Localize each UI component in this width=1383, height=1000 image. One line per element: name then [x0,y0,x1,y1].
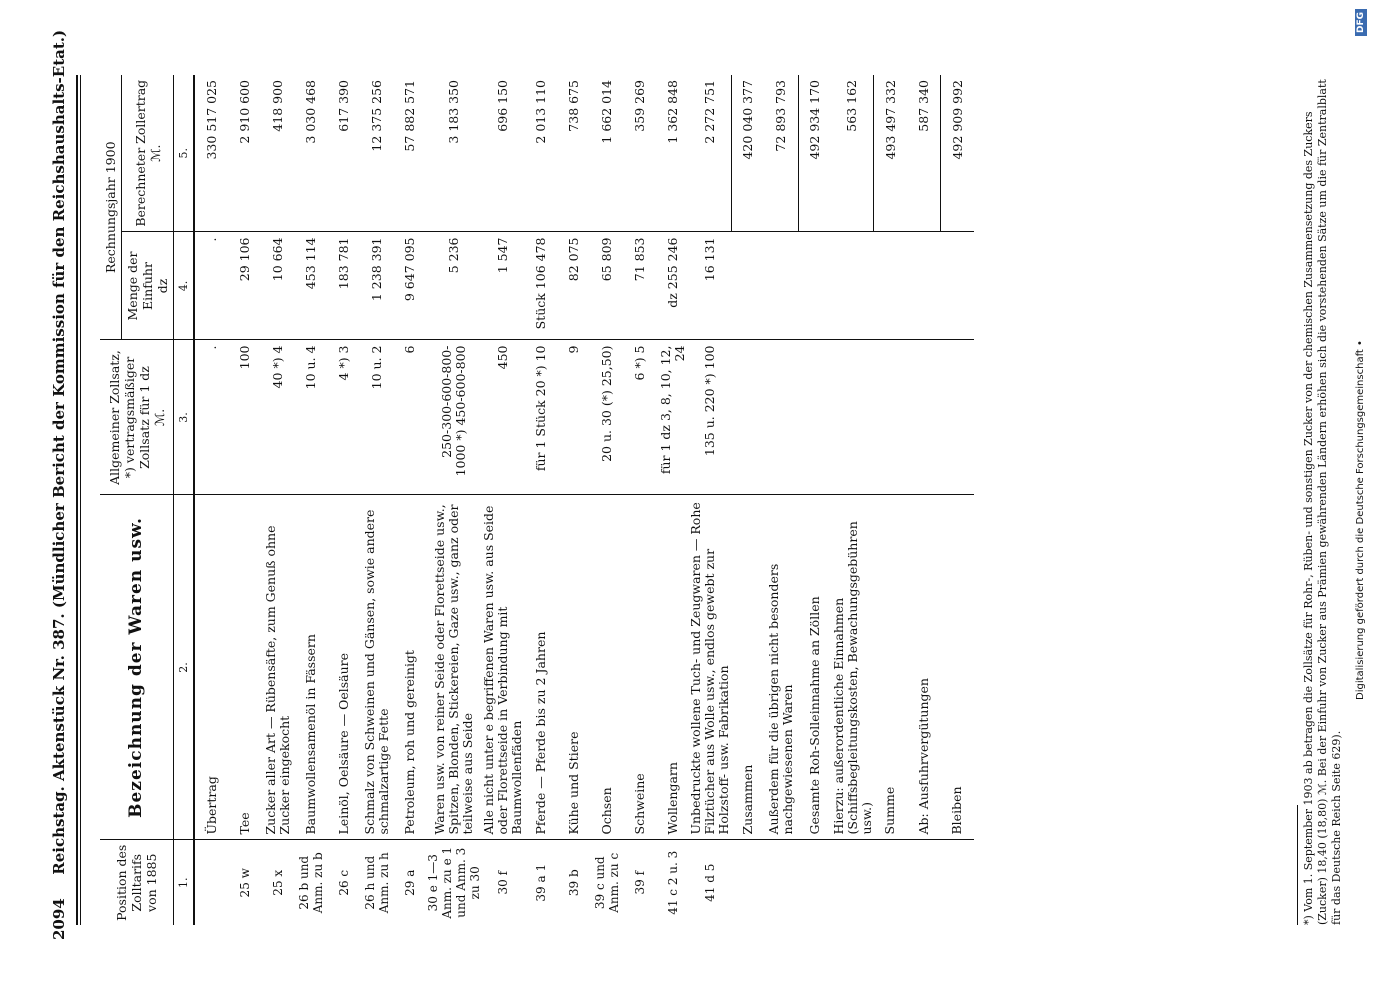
yield-header-label: Berechneter Zollertrag [132,79,148,227]
row-amount: 12 375 256 [368,79,384,152]
row-rate: 9 [557,340,590,495]
total-description: Summe [874,495,908,840]
total-amount: 493 497 332 [874,75,908,232]
table-row [557,75,590,925]
row-rate: für 1 Stück 20 *) 10 [524,340,557,495]
table-row [327,75,360,925]
total-row [731,75,765,925]
total-row [874,75,908,925]
row-amount: 1 662 014 [598,79,614,144]
row-quantity: 5 236 [426,232,482,340]
row-rate: 100 [228,340,261,495]
total-row [832,75,874,925]
total-row [941,75,975,925]
col-header-qty [122,232,174,340]
col-number-5: 5. [174,75,195,232]
col-header-year: Rechnungsjahr 1900 [100,75,122,340]
footnote-rule [1297,805,1298,925]
tariff-table [100,75,974,925]
row-quantity: Stück 106 478 [524,232,557,340]
col-header-description [100,495,174,840]
row-description: Leinöl, Oelsäure — Oelsäure [327,495,360,840]
row-quantity: 65 809 [590,232,623,340]
row-position: 39 b [557,840,590,925]
table-row [228,75,261,925]
table-row [590,75,623,925]
table-row [426,75,482,925]
row-description: Ochsen [590,495,623,840]
row-amount: 3 030 468 [302,79,318,144]
row-amount: 2 910 600 [236,79,252,144]
row-amount: 2 013 110 [532,79,548,144]
row-amount: 738 675 [565,79,581,132]
total-description: Bleiben [941,495,975,840]
total-description: Außerdem für die übrigen nicht besonders nachgewiesenen Waren [765,495,799,840]
rate-header-top: Allgemeiner Zollsatz, [106,350,122,485]
row-amount: 617 390 [335,79,351,132]
row-description: Übertrag [194,495,228,840]
row-description: Unbedruckte wollene Tuch- und Zeugwaren — Rohe Filztücher aus Wolle usw., endlos gewebt zur Holzstoff- usw. Fabrikation [689,495,731,840]
table-row [261,75,294,925]
row-quantity: dz 255 246 [656,232,689,340]
row-rate: 4 *) 3 [327,340,360,495]
row-rate: 40 *) 4 [261,340,294,495]
row-quantity: 183 781 [327,232,360,340]
row-description: Tee [228,495,261,840]
row-rate: 250-300-600-800-1000 *) 450-600-800 [426,340,482,495]
row-quantity: 82 075 [557,232,590,340]
table-row [689,75,731,925]
total-description: Gesamte Roh-Solleinnahme an Zöllen [798,495,832,840]
table-row [194,75,228,925]
row-description: Baumwollensamenöl in Fässern [294,495,327,840]
row-description: Waren usw. von reiner Seide oder Florettseide usw., Spitzen, Blonden, Stickereien, Gaze usw., ganz oder teilweise aus Seide [426,495,482,840]
total-amount: 72 893 793 [773,79,788,152]
total-amount: 563 162 [844,79,860,132]
row-description: Alle nicht unter e begriffenen Waren usw. aus Seide oder Florettseide in Verbindung mit Baumwollenfäden [482,495,524,840]
row-position [194,840,228,925]
row-quantity: 1 547 [482,232,524,340]
table-row [482,75,524,925]
col-number-2: 2. [174,495,195,840]
total-description: Ab: Ausfuhrvergütungen [907,495,941,840]
total-row [765,75,799,925]
row-rate: 135 u. 220 *) 100 [689,340,731,495]
row-position: 26 h und Anm. zu h [360,840,393,925]
table-row [294,75,327,925]
row-position: 39 c und Anm. zu c [590,840,623,925]
total-description: Hierzu: außerordentliche Einnahmen (Schiffsbegleitungskosten, Bewachungsgebühren usw.) [832,495,874,840]
col-header-description-label: Bezeichnung der Waren usw. [126,517,146,818]
row-quantity: 16 131 [689,232,731,340]
row-position: 39 f [623,840,656,925]
row-amount: 696 150 [495,79,510,132]
row-amount: 1 362 848 [664,79,680,144]
row-description: Pferde — Pferde bis zu 2 Jahren [524,495,557,840]
row-amount: 3 183 350 [446,79,461,144]
running-title: Reichstag. Aktenstück Nr. 387. (Mündlicher Bericht der Kommission für den Reichshaushalts-Etat.) [50,29,68,875]
total-amount: 587 340 [915,79,931,132]
rate-header-note: *) vertragsmäßiger [121,356,137,479]
col-header-yield [122,75,174,232]
row-amount: 57 882 571 [401,79,417,152]
row-description: Kühe und Stiere [557,495,590,840]
row-position: 25 x [261,840,294,925]
row-quantity: 1 238 391 [360,232,393,340]
row-quantity: 9 647 095 [393,232,426,340]
row-rate: für 1 dz 3, 8, 10, 12, 24 [656,340,689,495]
row-position: 26 b und Anm. zu b [294,840,327,925]
row-position: 39 a 1 [524,840,557,925]
row-description: Schweine [623,495,656,840]
row-rate: 6 [393,340,426,495]
row-position: 41 d 5 [689,840,731,925]
table-row [360,75,393,925]
table-row [524,75,557,925]
footnote [1297,75,1344,925]
table-row [623,75,656,925]
running-header [50,29,68,940]
col-number-3: 3. [174,340,195,495]
col-header-rate [100,340,174,495]
row-amount: 330 517 025 [203,79,219,160]
header-rule-thin [80,75,81,925]
row-description: Zucker aller Art — Rübensäfte, zum Genuß ohne Zucker eingekocht [261,495,294,840]
row-quantity: 29 106 [228,232,261,340]
row-rate: 10 u. 4 [294,340,327,495]
total-description: Zusammen [731,495,765,840]
row-position: 26 c [327,840,360,925]
row-amount: 359 269 [631,79,647,132]
qty-header-label: Menge der Einfuhr [125,251,155,321]
total-amount: 420 040 377 [731,75,765,232]
rate-header-main: Zollsatz für 1 dz [136,366,152,469]
row-position: 41 c 2 u. 3 [656,840,689,925]
col-number-1: 1. [174,840,195,925]
row-quantity: . [194,232,228,340]
qty-header-unit: dz [155,278,170,294]
row-position: 29 a [393,840,426,925]
row-position: 25 w [228,840,261,925]
row-rate: . [194,340,228,495]
row-position: 30 f [482,840,524,925]
row-rate: 10 u. 2 [360,340,393,495]
header-rule [76,75,78,925]
row-rate: 6 *) 5 [623,340,656,495]
row-description: Wollengarn [656,495,689,840]
row-rate: 20 u. 30 (*) 25,50) [590,340,623,495]
dfg-logo: DFG [1355,9,1367,36]
row-description: Petroleum, roh und gereinigt [393,495,426,840]
col-number-4: 4. [174,232,195,340]
yield-header-unit: ℳ. [147,144,163,162]
digitization-credit: Digitalisierung gefördert durch die Deutsche Forschungsgemeinschaft • [1355,340,1366,700]
rate-header-unit: ℳ. [151,408,167,427]
total-row [798,75,832,925]
row-amount: 2 272 751 [701,79,717,144]
total-amount: 492 909 992 [941,75,975,232]
col-header-position: Position des Zolltarifs von 1885 [100,840,174,925]
row-position: 30 e 1—3 Anm. zu e 1 und Anm. 3 zu 30 [426,840,482,925]
total-amount: 492 934 170 [798,75,832,232]
row-quantity: 453 114 [294,232,327,340]
row-amount: 418 900 [269,79,285,132]
row-rate: 450 [482,340,524,495]
table-row [393,75,426,925]
row-description: Schmalz von Schweinen und Gänsen, sowie andere schmalzartige Fette [360,495,393,840]
footnote-text: *) Vom 1. September 1903 ab betragen die Zollsätze für Rohr-, Rüben- und sonstigen Zucker von der chemischen Zusammensetzung des Zuckers (Zucker) 18,40 (18,80) ℳ. Bei der Einfuhr von Zucker aus Prämien gewährenden Ländern erhöhen sich die vorstehenden Sätze um die für Zentralblatt für das Deutsche Reich Seite 629). [1302,79,1343,925]
table-row [656,75,689,925]
row-quantity: 71 853 [623,232,656,340]
page-number: 2094 [50,898,68,940]
row-quantity: 10 664 [261,232,294,340]
total-row [907,75,941,925]
